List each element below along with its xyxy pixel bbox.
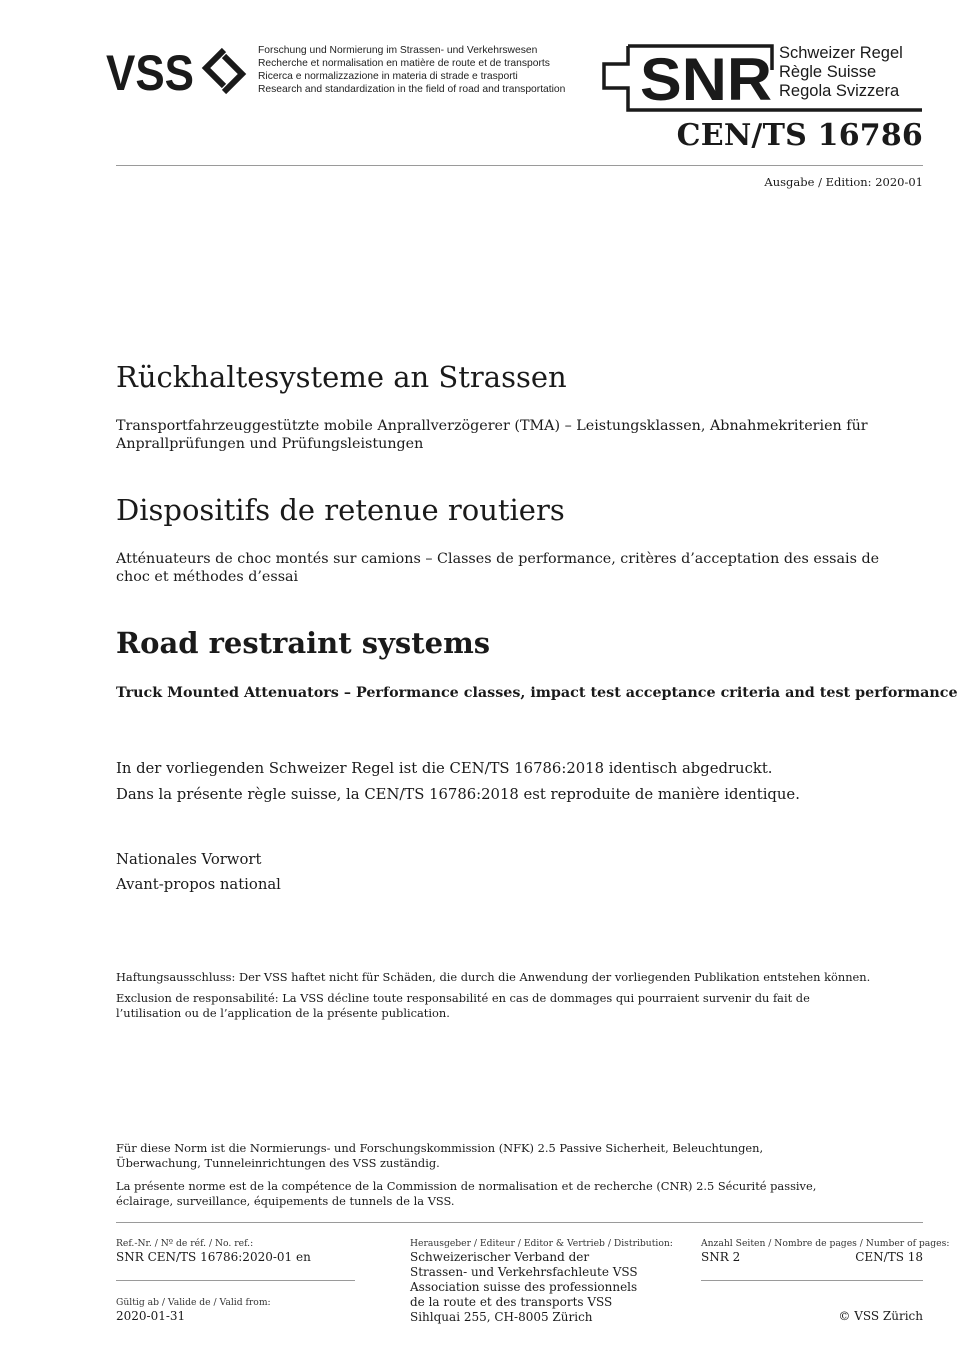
publisher-address bbox=[410, 1250, 638, 1325]
snr-text-fr: Règle Suisse bbox=[779, 63, 877, 81]
edition: Ausgabe / Edition: 2020-01 bbox=[764, 175, 923, 189]
snr-rule-type bbox=[779, 44, 903, 101]
page-count-cen: CEN/TS 18 bbox=[855, 1250, 923, 1264]
publisher-line: Strassen- und Verkehrsfachleute VSS bbox=[410, 1265, 638, 1279]
page-count-label: Anzahl Seiten / Nombre de pages / Number of pages: bbox=[701, 1238, 950, 1249]
title-de: Rückhaltesysteme an Strassen bbox=[116, 360, 567, 394]
pages-divider bbox=[701, 1280, 923, 1281]
subtitle-de: Transportfahrzeuggestützte mobile Anprallverzögerer (TMA) – Leistungsklassen, Abnahmekriterien für Anprallprüfungen und Prüfungsleistungen bbox=[116, 418, 868, 452]
footer-divider bbox=[116, 1222, 923, 1223]
vss-tagline-de: Forschung und Normierung im Strassen- und Verkehrswesen bbox=[258, 45, 538, 56]
publisher-line: Sihlquai 255, CH-8005 Zürich bbox=[410, 1310, 593, 1324]
vss-tagline-it: Ricerca e normalizzazione in materia di strade e trasporti bbox=[258, 71, 518, 82]
publisher-line: de la route et des transports VSS bbox=[410, 1295, 613, 1309]
document-number: CEN/TS 16786 bbox=[676, 118, 923, 153]
disclaimer-de: Haftungsausschluss: Der VSS haftet nicht für Schäden, die durch die Anwendung der vorliegenden Publikation entstehen können. bbox=[116, 970, 871, 984]
page-count-snr: SNR 2 bbox=[701, 1250, 741, 1264]
vss-tagline bbox=[258, 44, 565, 96]
snr-text-it: Regola Svizzera bbox=[779, 82, 900, 100]
valid-from-label: Gültig ab / Valide de / Valid from: bbox=[116, 1297, 271, 1308]
header-divider bbox=[116, 165, 923, 166]
national-foreword-fr: Avant-propos national bbox=[116, 876, 281, 893]
title-fr: Dispositifs de retenue routiers bbox=[116, 493, 565, 527]
ref-divider bbox=[116, 1280, 355, 1281]
vss-chevron-left-icon bbox=[206, 50, 224, 86]
vss-tagline-en: Research and standardization in the field of road and transportation bbox=[258, 84, 566, 95]
valid-from-value: 2020-01-31 bbox=[116, 1309, 186, 1323]
identical-print-note-de: In der vorliegenden Schweizer Regel ist die CEN/TS 16786:2018 identisch abgedruckt. bbox=[116, 760, 773, 777]
ref-number-label: Ref.-Nr. / Nº de réf. / No. ref.: bbox=[116, 1238, 254, 1249]
vss-chevron-right-icon bbox=[224, 56, 242, 92]
commission-fr: La présente norme est de la compétence de la Commission de normalisation et de recherche (CNR) 2.5 Sécurité passive, éclairage, surveillance, équipements de tunnels de la VSS. bbox=[116, 1179, 817, 1208]
snr-text-de: Schweizer Regel bbox=[779, 44, 903, 62]
subtitle-en: Truck Mounted Attenuators – Performance classes, impact test acceptance criteria and test performance bbox=[116, 685, 958, 701]
vss-tagline-fr: Recherche et normalisation en matière de route et de transports bbox=[258, 58, 550, 69]
title-en: Road restraint systems bbox=[116, 626, 491, 660]
publisher-line: Association suisse des professionnels bbox=[410, 1280, 638, 1294]
vss-logo-text: VSS bbox=[106, 45, 194, 98]
subtitle-fr: Atténuateurs de choc montés sur camions – Classes de performance, critères d’acceptation des essais de choc et méthodes d’essai bbox=[116, 551, 880, 585]
identical-print-note-fr: Dans la présente règle suisse, la CEN/TS 16786:2018 est reproduite de manière identique. bbox=[116, 786, 800, 803]
publisher-line: Schweizerischer Verband der bbox=[410, 1250, 590, 1264]
vss-logo bbox=[106, 44, 250, 102]
national-foreword-de: Nationales Vorwort bbox=[116, 851, 262, 868]
copyright: © VSS Zürich bbox=[838, 1309, 923, 1323]
commission-de: Für diese Norm ist die Normierungs- und Forschungskommission (NFK) 2.5 Passive Sicherheit, Beleuchtungen, Überwachung, Tunneleinrichtungen des VSS zuständig. bbox=[116, 1141, 764, 1170]
snr-logo-text: SNR bbox=[640, 46, 772, 113]
publisher-label: Herausgeber / Editeur / Editor & Vertrieb / Distribution: bbox=[410, 1238, 673, 1249]
disclaimer-fr: Exclusion de responsabilité: La VSS décline toute responsabilité en cas de dommages qui pourraient survenir du fait de l’utilisation ou de l’application de la présente publication. bbox=[116, 991, 810, 1020]
ref-number-value: SNR CEN/TS 16786:2020-01 en bbox=[116, 1250, 311, 1264]
